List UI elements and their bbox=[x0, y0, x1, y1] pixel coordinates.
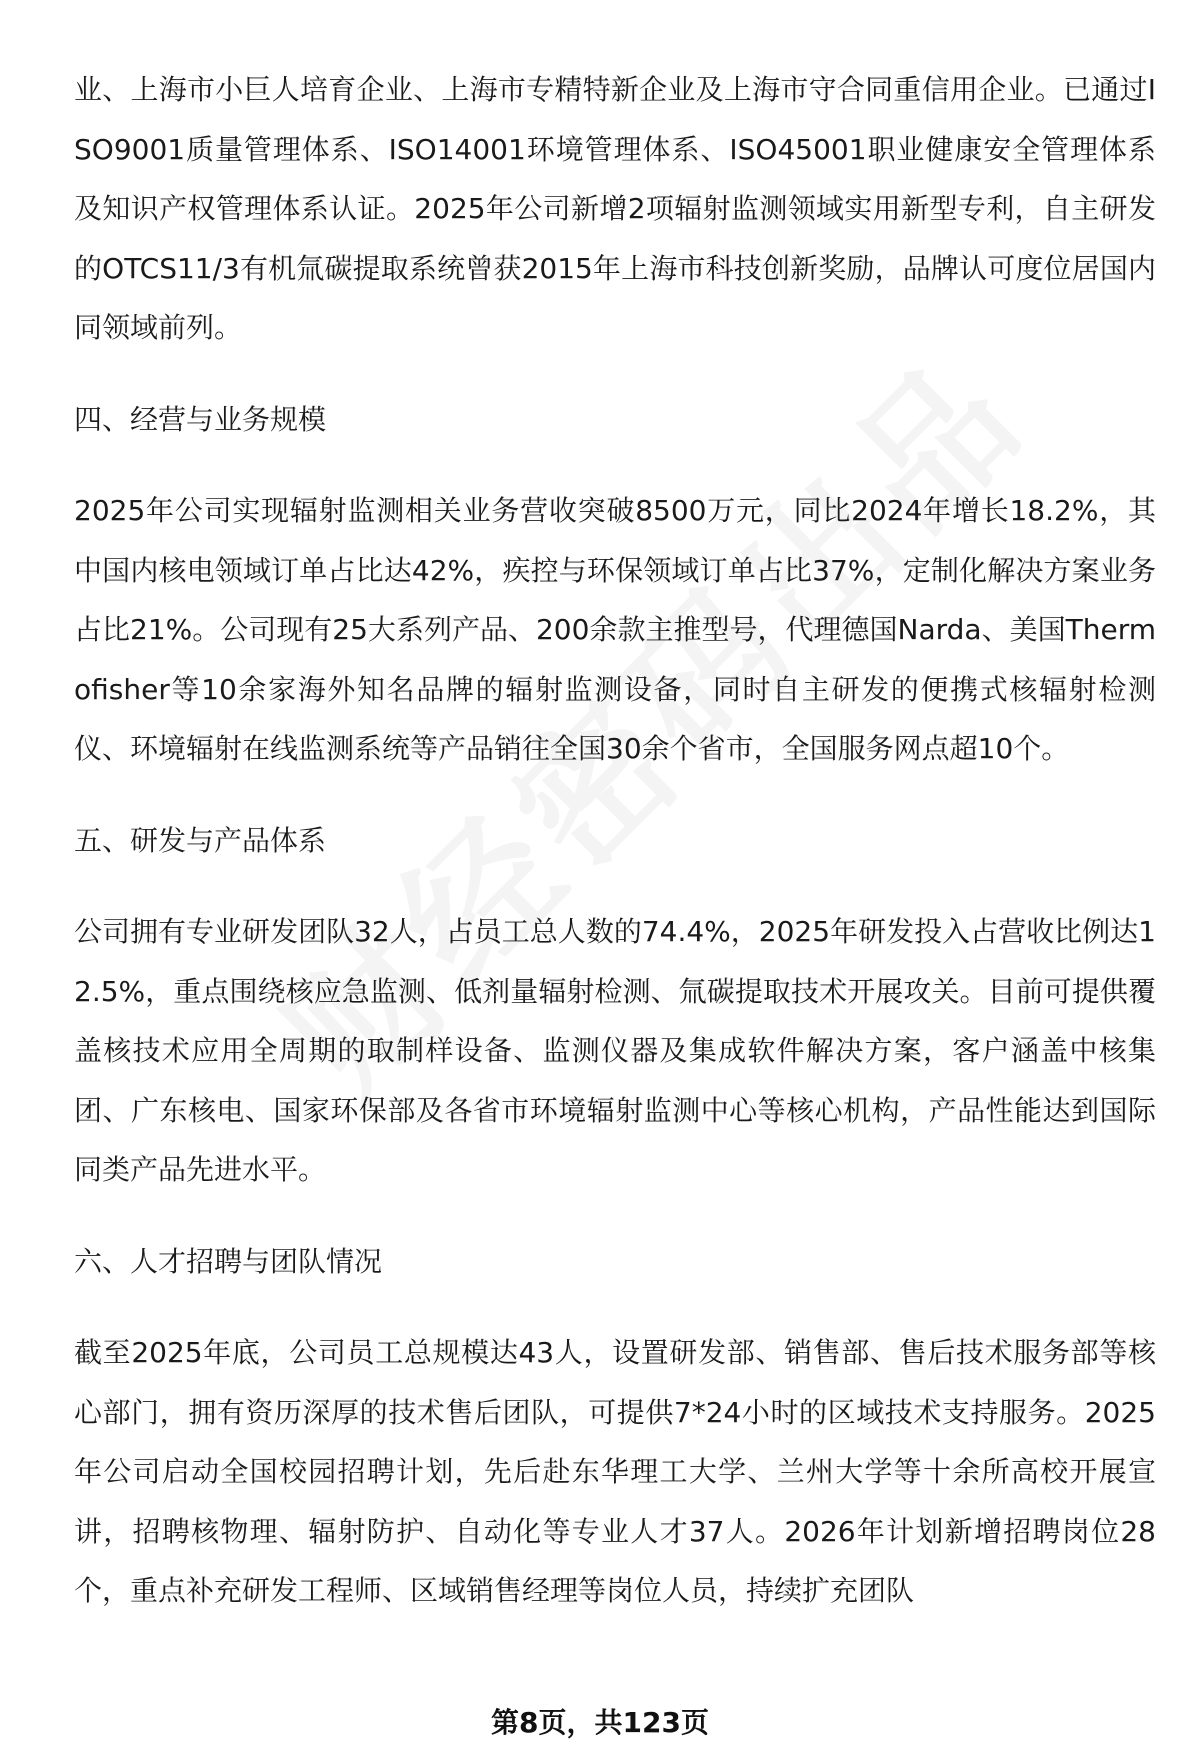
rd-products-paragraph: 公司拥有专业研发团队32人，占员工总人数的74.4%，2025年研发投入占营收比例达12.5%，重点围绕核应急监测、低剂量辐射检测、氚碳提取技术开展攻关。目前可提供覆盖核技术应用全周期的取制样设备、监测仪器及集成软件解决方案，客户涵盖中核集团、广东核电、国家环保部及各省市环境辐射监测中心等核心机构，产品性能达到国际同类产品先进水平。 bbox=[74, 915, 1156, 1186]
talent-paragraph: 截至2025年底，公司员工总规模达43人，设置研发部、销售部、售后技术服务部等核心部门，拥有资历深厚的技术售后团队，可提供7*24小时的区域技术支持服务。2025年公司启动全国校园招聘计划，先后赴东华理工大学、兰州大学等十余所高校开展宣讲，招聘核物理、辐射防护、自动化等专业人才37人。2026年计划新增招聘岗位28个，重点补充研发工程师、区域销售经理等岗位人员，持续扩充团队 bbox=[74, 1336, 1156, 1607]
section-heading-talent: 六、人才招聘与团队情况 bbox=[74, 1244, 383, 1278]
intro-paragraph: 业、上海市小巨人培育企业、上海市专精特新企业及上海市守合同重信用企业。已通过ISO9001质量管理体系、ISO14001环境管理体系、ISO45001职业健康安全管理体系及知识产权管理体系认证。2025年公司新增2项辐射监测领域实用新型专利，自主研发的OTCS11/3有机氚碳提取系统曾获2015年上海市科技创新奖励，品牌认可度位居国内同领域前列。 bbox=[74, 73, 1156, 344]
section-heading-rd-products: 五、研发与产品体系 bbox=[74, 823, 327, 857]
document-body bbox=[74, 60, 1156, 1621]
section-heading-business-scale: 四、经营与业务规模 bbox=[74, 402, 327, 436]
business-scale-paragraph: 2025年公司实现辐射监测相关业务营收突破8500万元，同比2024年增长18.2%，其中国内核电领域订单占比达42%，疾控与环保领域订单占比37%，定制化解决方案业务占比21%。公司现有25大系列产品、200余款主推型号，代理德国Narda、美国Thermofisher等10余家海外知名品牌的辐射监测设备，同时自主研发的便携式核辐射检测仪、环境辐射在线监测系统等产品销往全国30余个省市，全国服务网点超10个。 bbox=[74, 494, 1156, 765]
page-number: 第8页，共123页 bbox=[491, 1706, 709, 1739]
